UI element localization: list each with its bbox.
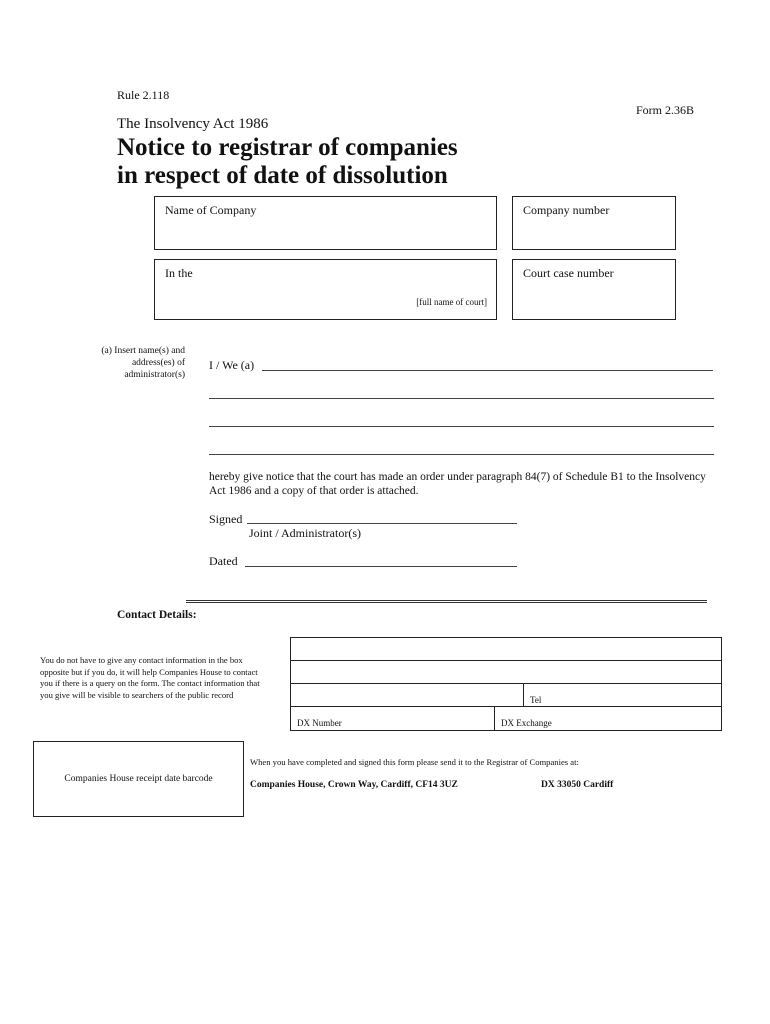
form-number: Form 2.36B bbox=[636, 103, 695, 117]
signed-role: Joint / Administrator(s) bbox=[249, 526, 361, 540]
sidenote-line-3: administrator(s) bbox=[124, 370, 185, 380]
dated-label: Dated bbox=[209, 554, 238, 568]
administrator-sidenote bbox=[80, 345, 185, 381]
barcode-label: Companies House receipt date barcode bbox=[64, 774, 213, 784]
administrator-address-line-3[interactable] bbox=[209, 454, 714, 455]
grid-row-divider bbox=[291, 660, 721, 661]
sidenote-line-1: (a) Insert name(s) and bbox=[101, 346, 185, 356]
administrator-name-line[interactable] bbox=[262, 370, 713, 371]
rule-reference: Rule 2.118 bbox=[117, 88, 170, 102]
court-case-number-label: Court case number bbox=[523, 266, 614, 280]
tel-label: Tel bbox=[530, 695, 542, 705]
grid-col-divider bbox=[523, 683, 524, 706]
registrar-dx: DX 33050 Cardiff bbox=[541, 780, 614, 790]
title-line-1: Notice to registrar of companies bbox=[117, 134, 458, 161]
act-name: The Insolvency Act 1986 bbox=[117, 116, 269, 132]
court-case-number-field[interactable] bbox=[512, 259, 676, 320]
send-instruction: When you have completed and signed this form please send it to the Registrar of Companies at: bbox=[250, 757, 579, 767]
signed-label: Signed bbox=[209, 512, 243, 526]
full-name-court-note: [full name of court] bbox=[416, 297, 487, 307]
date-line[interactable] bbox=[245, 566, 517, 567]
contact-heading: Contact Details: bbox=[117, 609, 197, 621]
company-number-field[interactable] bbox=[512, 196, 676, 250]
administrator-address-line-2[interactable] bbox=[209, 426, 714, 427]
section-divider bbox=[186, 600, 707, 603]
administrator-address-line-1[interactable] bbox=[209, 398, 714, 399]
dx-number-label: DX Number bbox=[297, 718, 342, 728]
sidenote-line-2: address(es) of bbox=[131, 358, 185, 368]
company-number-label: Company number bbox=[523, 203, 610, 217]
contact-details-grid bbox=[290, 637, 722, 731]
page-title bbox=[117, 134, 458, 190]
title-line-2: in respect of date of dissolution bbox=[117, 162, 448, 189]
i-we-label: I / We (a) bbox=[209, 358, 255, 372]
registrar-address: Companies House, Crown Way, Cardiff, CF14 3UZ bbox=[250, 780, 458, 790]
grid-row-divider bbox=[291, 706, 721, 707]
contact-info-text: You do not have to give any contact information in the box opposite but if you do, it will help Companies House to contact you if there is a query on the form. The contact information that you give will be visible to searchers of the public record bbox=[40, 655, 260, 700]
barcode-box bbox=[33, 741, 244, 817]
court-name-field[interactable] bbox=[154, 259, 497, 320]
grid-row-divider bbox=[291, 683, 721, 684]
dx-exchange-label: DX Exchange bbox=[501, 718, 552, 728]
signature-line[interactable] bbox=[247, 523, 517, 524]
grid-col-divider bbox=[494, 706, 495, 731]
notice-text: hereby give notice that the court has made an order under paragraph 84(7) of Schedule B1 to the Insolvency Act 1986 and a copy of that order is attached. bbox=[209, 471, 706, 497]
in-the-label: In the bbox=[165, 266, 193, 280]
company-name-field[interactable] bbox=[154, 196, 497, 250]
company-name-label: Name of Company bbox=[165, 203, 257, 217]
